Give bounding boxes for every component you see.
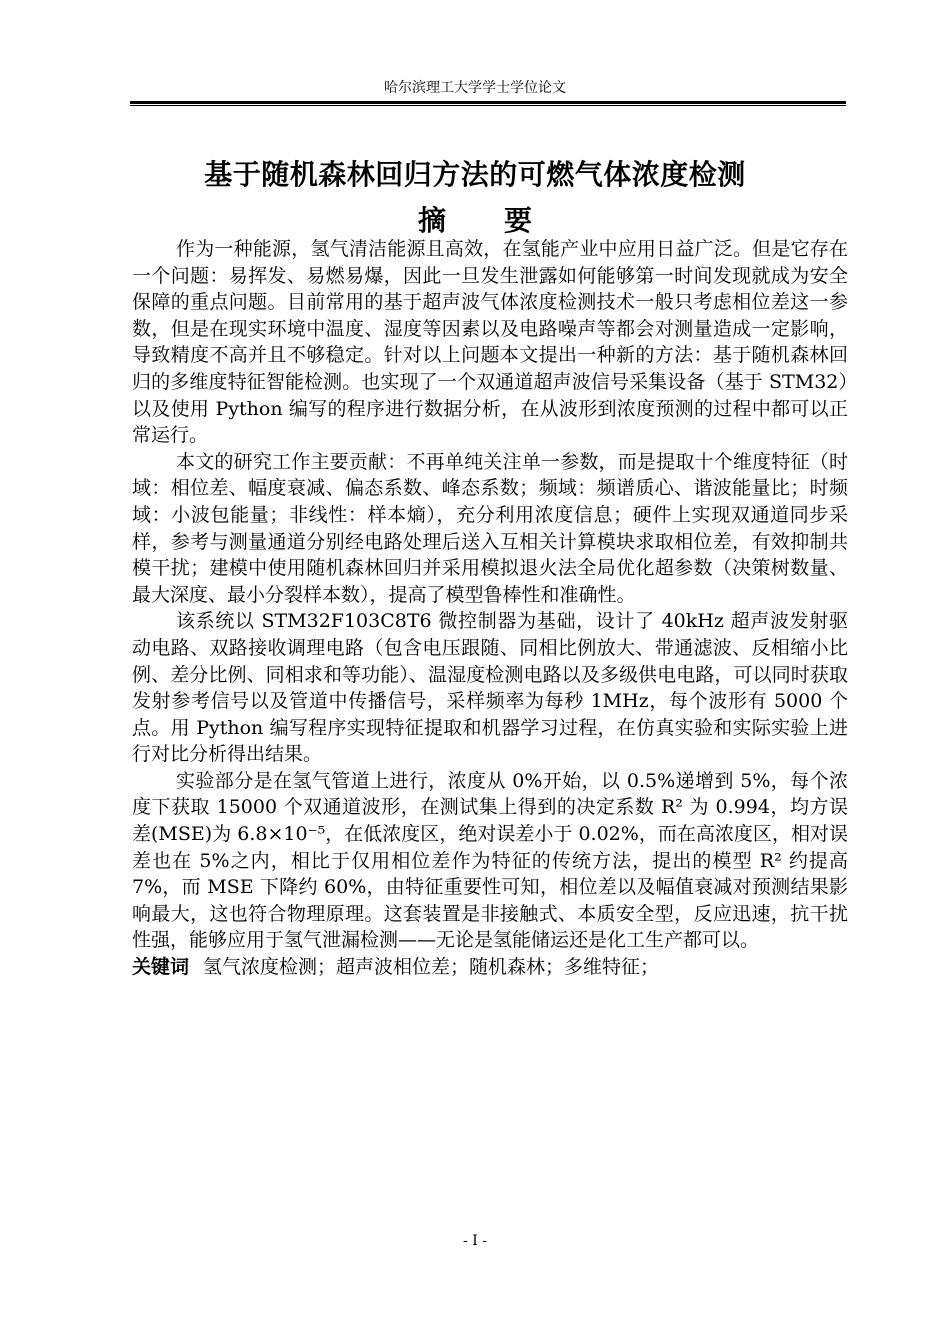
abstract-heading-char-1: 摘 bbox=[417, 204, 446, 237]
keywords-label: 关键词 bbox=[132, 956, 190, 979]
keywords-line bbox=[132, 954, 848, 981]
thesis-title: 基于随机森林回归方法的可燃气体浓度检测 bbox=[204, 158, 746, 191]
running-header: 哈尔滨理工大学学士学位论文 bbox=[384, 80, 566, 96]
header-rule bbox=[130, 101, 846, 104]
abstract-paragraph-3: 该系统以 STM32F103C8T6 微控制器为基础，设计了 40kHz 超声波发射驱动电路、双路接收调理电路（包含电压跟随、同相比例放大、带通滤波、反相缩小比例、差分比例、同相求和等功能）、温湿度检测电路以及多级供电电路，可以同时获取发射参考信号以及管道中传播信号，采样频率为每秒 1MHz，每个波形有 5000 个点。用 Python 编写程序实现特征提取和机器学习过程，在仿真实验和实际实验上进行对比分析得出结果。 bbox=[132, 610, 848, 766]
header-rule-thin bbox=[130, 105, 846, 106]
abstract-paragraph-4: 实验部分是在氢气管道上进行，浓度从 0%开始，以 0.5%递增到 5%，每个浓度下获取 15000 个双通道波形，在测试集上得到的决定系数 R² 为 0.994，均方误差(MSE)为 6.8×10⁻⁵，在低浓度区，绝对误差小于 0.02%，而在高浓度区，相对误差也在 5%之内，相比于仅用相位差作为特征的传统方法，提出的模型 R² 约提高 7%，而 MSE 下降约 60%，由特征重要性可知，相位差以及幅值衰减对预测结果影响最大，这也符合物理原理。这套装置是非接触式、本质安全型，反应迅速，抗干扰性强，能够应用于氢气泄漏检测——无论是氢能储运还是化工生产都可以。 bbox=[132, 769, 848, 952]
abstract-body bbox=[132, 236, 848, 981]
page-number: - I - bbox=[463, 1233, 487, 1249]
abstract-paragraph-1: 作为一种能源，氢气清洁能源且高效，在氢能产业中应用日益广泛。但是它存在一个问题：易挥发、易燃易爆，因此一旦发生泄露如何能够第一时间发现就成为安全保障的重点问题。目前常用的基于超声波气体浓度检测技术一般只考虑相位差这一参数，但是在现实环境中温度、湿度等因素以及电路噪声等都会对测量造成一定影响，导致精度不高并且不够稳定。针对以上问题本文提出一种新的方法：基于随机森林回归的多维度特征智能检测。也实现了一个双通道超声波信号采集设备（基于 STM32）以及使用 Python 编写的程序进行数据分析，在从波形到浓度预测的过程中都可以正常运行。 bbox=[132, 238, 848, 447]
keywords-text: 氢气浓度检测；超声波相位差；随机森林；多维特征； bbox=[203, 956, 660, 979]
abstract-paragraph-2: 本文的研究工作主要贡献：不再单纯关注单一参数，而是提取十个维度特征（时域：相位差、幅度衰减、偏态系数、峰态系数；频域：频谱质心、谐波能量比；时频域：小波包能量；非线性：样本熵），充分利用浓度信息；硬件上实现双通道同步采样，参考与测量通道分别经电路处理后送入互相关计算模块求取相位差，有效抑制共模干扰；建模中使用随机森林回归并采用模拟退火法全局优化超参数（决策树数量、最大深度、最小分裂样本数），提高了模型鲁棒性和准确性。 bbox=[132, 450, 848, 606]
abstract-heading-char-2: 要 bbox=[504, 204, 533, 237]
abstract-heading bbox=[0, 202, 950, 240]
